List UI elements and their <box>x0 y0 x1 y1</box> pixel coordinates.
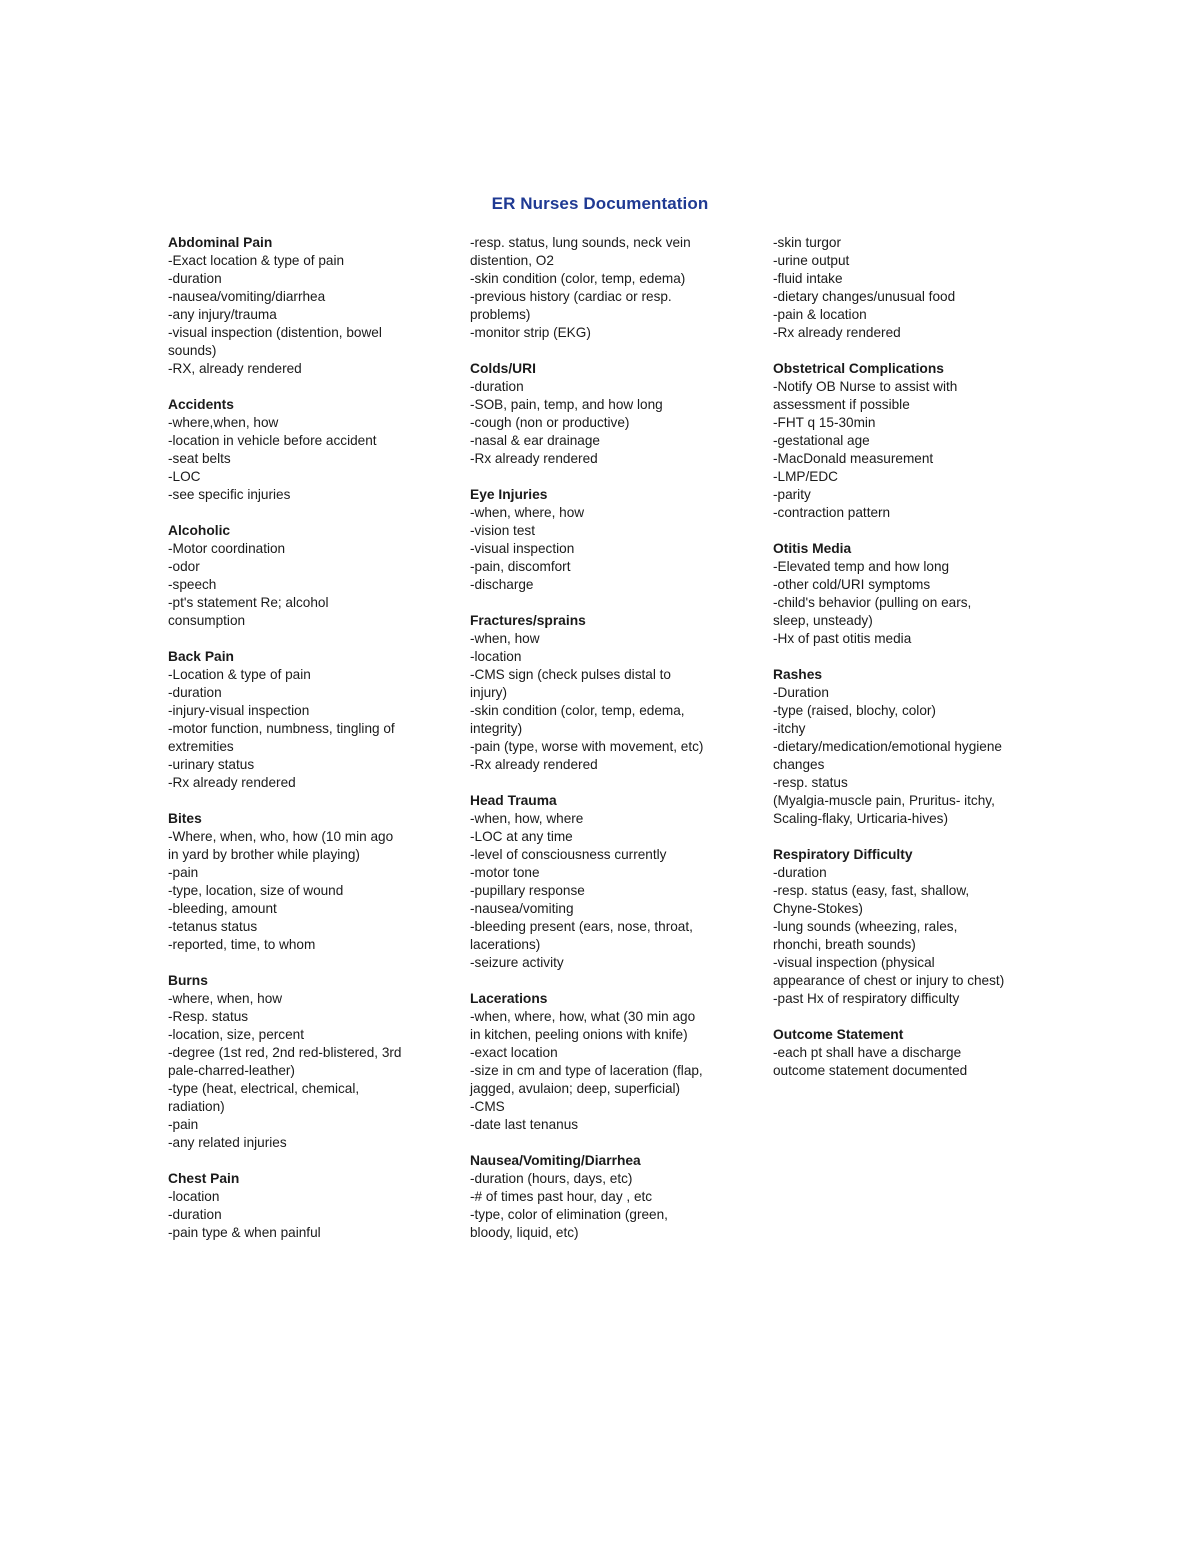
list-item: -type (raised, blochy, color) <box>773 703 936 718</box>
column-2 <box>470 234 742 1260</box>
list-item: -Hx of past otitis media <box>773 631 912 646</box>
list-item: -previous history (cardiac or resp. <box>470 289 672 304</box>
list-item: -seat belts <box>168 451 231 466</box>
section-heading: Nausea/Vomiting/Diarrhea <box>470 1153 641 1168</box>
list-item: -CMS sign (check pulses distal to <box>470 667 671 682</box>
list-item: -duration <box>168 271 222 286</box>
list-item: -type, color of elimination (green, <box>470 1207 668 1222</box>
list-item: rhonchi, breath sounds) <box>773 937 916 952</box>
list-item: -SOB, pain, temp, and how long <box>470 397 663 412</box>
list-item: -duration (hours, days, etc) <box>470 1171 633 1186</box>
list-item: -bleeding, amount <box>168 901 277 916</box>
item-list <box>168 540 440 630</box>
section <box>470 234 742 342</box>
list-item: -visual inspection (physical <box>773 955 935 970</box>
section <box>168 810 440 954</box>
list-item: -discharge <box>470 577 534 592</box>
list-item: -past Hx of respiratory difficulty <box>773 991 960 1006</box>
list-item: -speech <box>168 577 217 592</box>
list-item: -pain type & when painful <box>168 1225 321 1240</box>
list-item: -dietary changes/unusual food <box>773 289 956 304</box>
list-item: -FHT q 15-30min <box>773 415 876 430</box>
list-item: -resp. status, lung sounds, neck vein <box>470 235 691 250</box>
list-item: -injury-visual inspection <box>168 703 310 718</box>
section-heading: Colds/URI <box>470 361 536 376</box>
section <box>773 846 1045 1008</box>
item-list <box>168 414 440 504</box>
list-item: -pain, discomfort <box>470 559 571 574</box>
list-item: -Duration <box>773 685 829 700</box>
list-item: -Where, when, who, how (10 min ago <box>168 829 394 844</box>
section-heading: Head Trauma <box>470 793 557 808</box>
list-item: -pain <box>168 1117 199 1132</box>
list-item: -tetanus status <box>168 919 258 934</box>
list-item: -bleeding present (ears, nose, throat, <box>470 919 693 934</box>
list-item: -MacDonald measurement <box>773 451 934 466</box>
item-list <box>470 234 742 342</box>
list-item: -itchy <box>773 721 806 736</box>
list-item: -visual inspection <box>470 541 575 556</box>
section-heading: Otitis Media <box>773 541 852 556</box>
item-list <box>773 558 1045 648</box>
list-item: -LOC at any time <box>470 829 573 844</box>
section-heading: Fractures/sprains <box>470 613 586 628</box>
section <box>168 234 440 378</box>
section-heading: Accidents <box>168 397 234 412</box>
section-heading: Chest Pain <box>168 1171 240 1186</box>
list-item: radiation) <box>168 1099 225 1114</box>
list-item: -when, how <box>470 631 540 646</box>
section <box>470 792 742 972</box>
item-list <box>773 234 1045 342</box>
list-item: -nausea/vomiting <box>470 901 574 916</box>
item-list <box>168 666 440 792</box>
item-list <box>470 1008 742 1134</box>
list-item: Scaling-flaky, Urticaria-hives) <box>773 811 948 826</box>
list-item: -location in vehicle before accident <box>168 433 377 448</box>
list-item: integrity) <box>470 721 523 736</box>
list-item: -size in cm and type of laceration (flap, <box>470 1063 703 1078</box>
list-item: -RX, already rendered <box>168 361 302 376</box>
section-heading: Rashes <box>773 667 823 682</box>
list-item: injury) <box>470 685 508 700</box>
list-item: -Rx already rendered <box>470 757 598 772</box>
list-item: -duration <box>168 1207 222 1222</box>
list-item: bloody, liquid, etc) <box>470 1225 579 1240</box>
list-item: -# of times past hour, day , etc <box>470 1189 653 1204</box>
list-item: -type (heat, electrical, chemical, <box>168 1081 360 1096</box>
section <box>470 612 742 774</box>
section-heading: Back Pain <box>168 649 234 664</box>
list-item: -date last tenanus <box>470 1117 579 1132</box>
list-item: -nasal & ear drainage <box>470 433 600 448</box>
column-3 <box>773 234 1045 1098</box>
list-item: -odor <box>168 559 200 574</box>
list-item: outcome statement documented <box>773 1063 968 1078</box>
section <box>773 540 1045 648</box>
section <box>168 972 440 1152</box>
section <box>470 1152 742 1242</box>
list-item: -skin condition (color, temp, edema) <box>470 271 686 286</box>
section <box>168 396 440 504</box>
section <box>470 990 742 1134</box>
list-item: -when, how, where <box>470 811 584 826</box>
list-item: -Rx already rendered <box>773 325 901 340</box>
section <box>773 234 1045 342</box>
list-item: -LMP/EDC <box>773 469 838 484</box>
list-item: -see specific injuries <box>168 487 291 502</box>
item-list <box>470 1170 742 1242</box>
list-item: -lung sounds (wheezing, rales, <box>773 919 958 934</box>
section-heading: Bites <box>168 811 202 826</box>
list-item: -cough (non or productive) <box>470 415 630 430</box>
list-item: consumption <box>168 613 246 628</box>
list-item: -Exact location & type of pain <box>168 253 345 268</box>
list-item: -exact location <box>470 1045 558 1060</box>
section <box>168 522 440 630</box>
section <box>470 486 742 594</box>
list-item: -Location & type of pain <box>168 667 311 682</box>
item-list <box>470 504 742 594</box>
section <box>168 648 440 792</box>
list-item: -urinary status <box>168 757 255 772</box>
item-list <box>168 252 440 378</box>
list-item: extremities <box>168 739 234 754</box>
list-item: -child's behavior (pulling on ears, <box>773 595 972 610</box>
column-1 <box>168 234 440 1260</box>
section-heading: Alcoholic <box>168 523 231 538</box>
list-item: -motor tone <box>470 865 540 880</box>
list-item: -dietary/medication/emotional hygiene <box>773 739 1002 754</box>
item-list <box>470 810 742 972</box>
list-item: changes <box>773 757 825 772</box>
list-item: -contraction pattern <box>773 505 891 520</box>
item-list <box>470 378 742 468</box>
list-item: -Motor coordination <box>168 541 286 556</box>
list-item: -vision test <box>470 523 535 538</box>
list-item: -skin turgor <box>773 235 841 250</box>
list-item: Chyne-Stokes) <box>773 901 863 916</box>
list-item: -location <box>168 1189 220 1204</box>
list-item: -seizure activity <box>470 955 564 970</box>
list-item: -when, where, how <box>470 505 585 520</box>
section-heading: Burns <box>168 973 208 988</box>
list-item: -duration <box>168 685 222 700</box>
section <box>168 1170 440 1242</box>
item-list <box>168 1188 440 1242</box>
list-item: -CMS <box>470 1099 505 1114</box>
list-item: -any injury/trauma <box>168 307 277 322</box>
list-item: -Rx already rendered <box>470 451 598 466</box>
section <box>773 360 1045 522</box>
list-item: -Elevated temp and how long <box>773 559 950 574</box>
section <box>470 360 742 468</box>
section <box>773 666 1045 828</box>
item-list <box>773 1044 1045 1080</box>
list-item: -where,when, how <box>168 415 279 430</box>
list-item: -skin condition (color, temp, edema, <box>470 703 685 718</box>
section-heading: Abdominal Pain <box>168 235 273 250</box>
list-item: -pain <box>168 865 199 880</box>
item-list <box>470 630 742 774</box>
section-heading: Respiratory Difficulty <box>773 847 913 862</box>
list-item: in kitchen, peeling onions with knife) <box>470 1027 688 1042</box>
list-item: -pt's statement Re; alcohol <box>168 595 329 610</box>
list-item: -resp. status <box>773 775 848 790</box>
list-item: -LOC <box>168 469 201 484</box>
list-item: -urine output <box>773 253 850 268</box>
list-item: -duration <box>470 379 524 394</box>
list-item: -when, where, how, what (30 min ago <box>470 1009 696 1024</box>
list-item: pale-charred-leather) <box>168 1063 295 1078</box>
list-item: -where, when, how <box>168 991 283 1006</box>
list-item: in yard by brother while playing) <box>168 847 360 862</box>
list-item: -other cold/URI symptoms <box>773 577 931 592</box>
list-item: -each pt shall have a discharge <box>773 1045 962 1060</box>
list-item: appearance of chest or injury to chest) <box>773 973 1005 988</box>
section-heading: Obstetrical Complications <box>773 361 944 376</box>
list-item: -type, location, size of wound <box>168 883 344 898</box>
list-item: -fluid intake <box>773 271 843 286</box>
list-item: -pain (type, worse with movement, etc) <box>470 739 704 754</box>
list-item: -nausea/vomiting/diarrhea <box>168 289 326 304</box>
list-item: -any related injuries <box>168 1135 287 1150</box>
list-item: -Notify OB Nurse to assist with <box>773 379 958 394</box>
section-heading: Lacerations <box>470 991 548 1006</box>
item-list <box>773 378 1045 522</box>
list-item: jagged, avulaion; deep, superficial) <box>470 1081 681 1096</box>
list-item: problems) <box>470 307 531 322</box>
list-item: -degree (1st red, 2nd red-blistered, 3rd <box>168 1045 402 1060</box>
list-item: -pain & location <box>773 307 867 322</box>
list-item: sounds) <box>168 343 217 358</box>
section-heading: Outcome Statement <box>773 1027 904 1042</box>
list-item: assessment if possible <box>773 397 910 412</box>
page-title: ER Nurses Documentation <box>491 194 709 213</box>
list-item: -gestational age <box>773 433 870 448</box>
list-item: distention, O2 <box>470 253 554 268</box>
list-item: -motor function, numbness, tingling of <box>168 721 395 736</box>
section-heading: Eye Injuries <box>470 487 548 502</box>
list-item: -resp. status (easy, fast, shallow, <box>773 883 970 898</box>
list-item: -location <box>470 649 522 664</box>
item-list <box>773 864 1045 1008</box>
list-item: -location, size, percent <box>168 1027 305 1042</box>
list-item: -Resp. status <box>168 1009 249 1024</box>
list-item: sleep, unsteady) <box>773 613 873 628</box>
item-list <box>773 684 1045 828</box>
list-item: -parity <box>773 487 811 502</box>
list-item: -Rx already rendered <box>168 775 296 790</box>
item-list <box>168 990 440 1152</box>
list-item: -monitor strip (EKG) <box>470 325 591 340</box>
list-item: (Myalgia-muscle pain, Pruritus- itchy, <box>773 793 995 808</box>
list-item: lacerations) <box>470 937 541 952</box>
list-item: -level of consciousness currently <box>470 847 667 862</box>
section <box>773 1026 1045 1080</box>
item-list <box>168 828 440 954</box>
list-item: -reported, time, to whom <box>168 937 316 952</box>
list-item: -pupillary response <box>470 883 585 898</box>
list-item: -duration <box>773 865 827 880</box>
list-item: -visual inspection (distention, bowel <box>168 325 382 340</box>
